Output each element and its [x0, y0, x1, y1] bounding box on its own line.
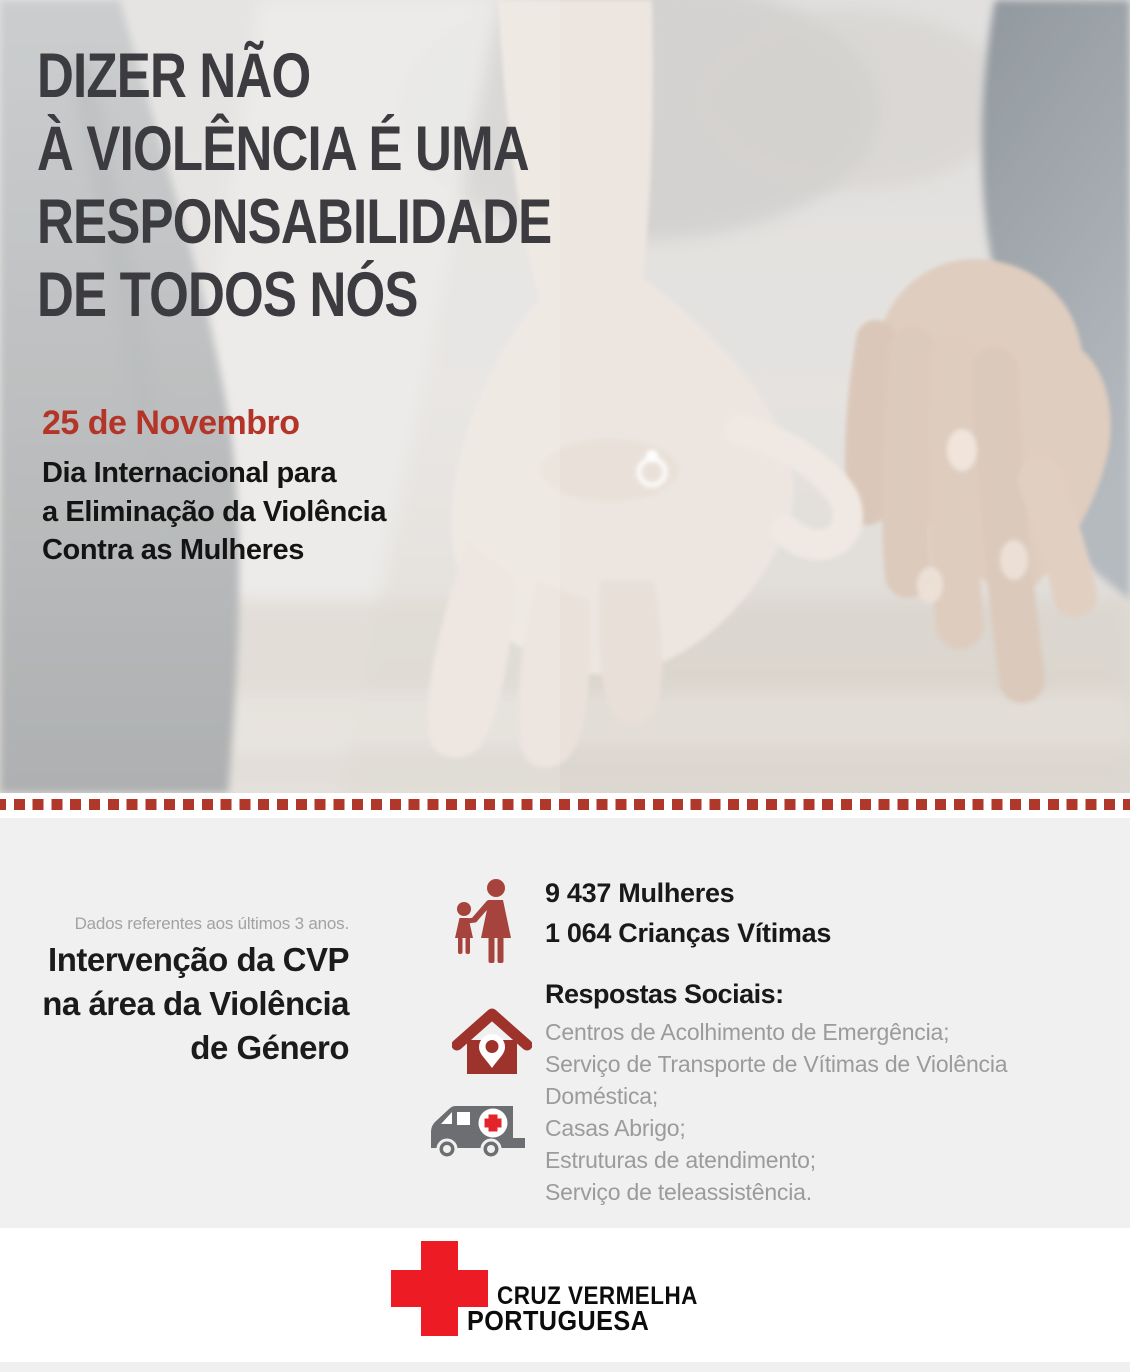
main-title-line: À VIOLÊNCIA É UMA — [37, 114, 529, 184]
main-title — [37, 40, 551, 332]
main-title-line: DIZER NÃO — [37, 41, 311, 111]
bottom-gray-strip — [0, 1362, 1130, 1372]
intervention-heading — [0, 938, 349, 1070]
day-subtitle-line: a Eliminação da Violência — [42, 495, 387, 528]
victims-children: 1 064 Crianças Vítimas — [545, 918, 832, 948]
response-item: Estruturas de atendimento; — [545, 1147, 816, 1173]
response-item: Serviço de Transporte de Vítimas de Violência Doméstica; — [545, 1051, 1008, 1109]
main-title-line: DE TODOS NÓS — [37, 260, 418, 330]
house-location-pin-icon — [452, 1008, 532, 1080]
response-item: Casas Abrigo; — [545, 1115, 686, 1141]
stats-panel — [0, 818, 1130, 1228]
victims-stats — [545, 873, 831, 953]
response-item: Serviço de teleassistência. — [545, 1179, 812, 1205]
day-subtitle — [42, 454, 386, 570]
day-subtitle-line: Dia Internacional para — [42, 457, 337, 489]
woman-and-child-icon — [453, 878, 517, 968]
org-name-line-1: CRUZ VERMELHA — [497, 1282, 698, 1310]
day-subtitle-line: Contra as Mulheres — [42, 534, 304, 566]
footer-logo-section — [0, 1228, 1130, 1362]
responses-heading: Respostas Sociais: — [545, 979, 784, 1009]
data-note: Dados referentes aos últimos 3 anos. — [74, 914, 349, 933]
responses-list — [545, 1016, 1070, 1208]
date-heading: 25 de Novembro — [42, 404, 300, 442]
ambulance-icon — [427, 1102, 531, 1162]
red-dotted-line — [0, 799, 1130, 810]
dotted-separator — [0, 793, 1130, 818]
date-block — [42, 404, 386, 570]
main-title-line: RESPONSABILIDADE — [37, 187, 552, 257]
response-item: Centros de Acolhimento de Emergência; — [545, 1019, 950, 1045]
intervention-heading-line: de Género — [190, 1029, 349, 1066]
intervention-heading-line: Intervenção da CVP — [48, 941, 349, 978]
org-name-line-2: PORTUGUESA — [467, 1305, 650, 1336]
intervention-heading-line: na área da Violência — [42, 985, 349, 1022]
victims-women: 9 437 Mulheres — [545, 878, 735, 908]
